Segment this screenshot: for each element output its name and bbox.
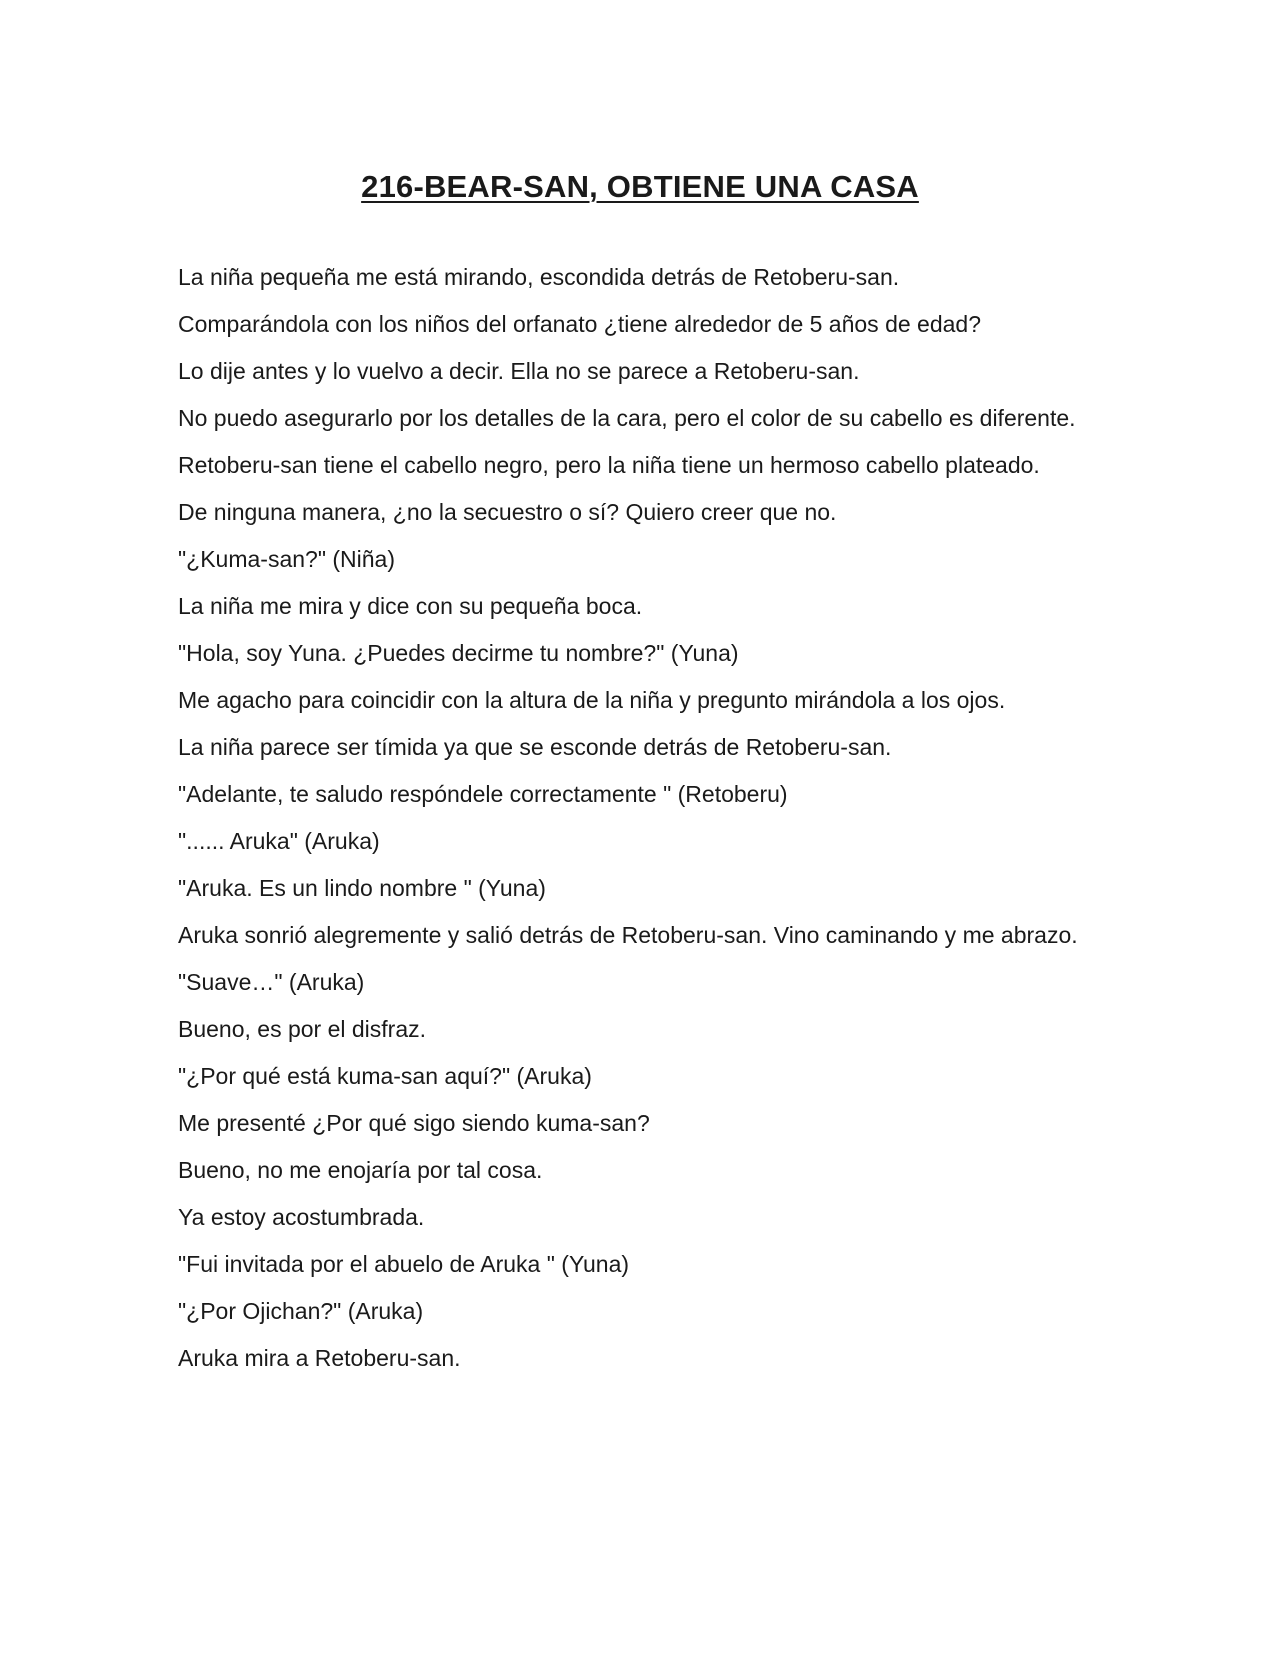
paragraph: De ninguna manera, ¿no la secuestro o sí? Quiero creer que no. <box>178 499 837 525</box>
paragraph: Bueno, no me enojaría por tal cosa. <box>178 1157 543 1183</box>
paragraph: "Hola, soy Yuna. ¿Puedes decirme tu nombre?" (Yuna) <box>178 640 739 666</box>
paragraph: La niña parece ser tímida ya que se esconde detrás de Retoberu-san. <box>178 734 892 760</box>
paragraph: Aruka mira a Retoberu-san. <box>178 1345 461 1371</box>
paragraph: Lo dije antes y lo vuelvo a decir. Ella no se parece a Retoberu-san. <box>178 358 860 384</box>
paragraph: "Adelante, te saludo respóndele correctamente " (Retoberu) <box>178 781 788 807</box>
page-title <box>0 167 1280 207</box>
page-title-text: 216-BEAR-SAN, OBTIENE UNA CASA <box>361 168 919 204</box>
paragraph: "...... Aruka" (Aruka) <box>178 828 380 854</box>
paragraph: "¿Por qué está kuma-san aquí?" (Aruka) <box>178 1063 592 1089</box>
paragraph: Aruka sonrió alegremente y salió detrás de Retoberu-san. Vino caminando y me abrazo. <box>178 922 1078 948</box>
document-body <box>178 262 1098 1390</box>
paragraph: "¿Por Ojichan?" (Aruka) <box>178 1298 424 1324</box>
paragraph: "Aruka. Es un lindo nombre " (Yuna) <box>178 875 546 901</box>
paragraph: Bueno, es por el disfraz. <box>178 1016 427 1042</box>
paragraph: La niña me mira y dice con su pequeña boca. <box>178 593 643 619</box>
paragraph: No puedo asegurarlo por los detalles de la cara, pero el color de su cabello es diferente. <box>178 405 1076 431</box>
paragraph: Me presenté ¿Por qué sigo siendo kuma-san? <box>178 1110 650 1136</box>
paragraph: La niña pequeña me está mirando, escondida detrás de Retoberu-san. <box>178 264 900 290</box>
paragraph: "Fui invitada por el abuelo de Aruka " (Yuna) <box>178 1251 630 1277</box>
paragraph: "¿Kuma-san?" (Niña) <box>178 546 396 572</box>
paragraph: "Suave…" (Aruka) <box>178 969 365 995</box>
paragraph: Comparándola con los niños del orfanato ¿tiene alrededor de 5 años de edad? <box>178 311 982 337</box>
paragraph: Retoberu-san tiene el cabello negro, pero la niña tiene un hermoso cabello plateado. <box>178 452 1040 478</box>
paragraph: Ya estoy acostumbrada. <box>178 1204 425 1230</box>
paragraph: Me agacho para coincidir con la altura de la niña y pregunto mirándola a los ojos. <box>178 687 1006 713</box>
